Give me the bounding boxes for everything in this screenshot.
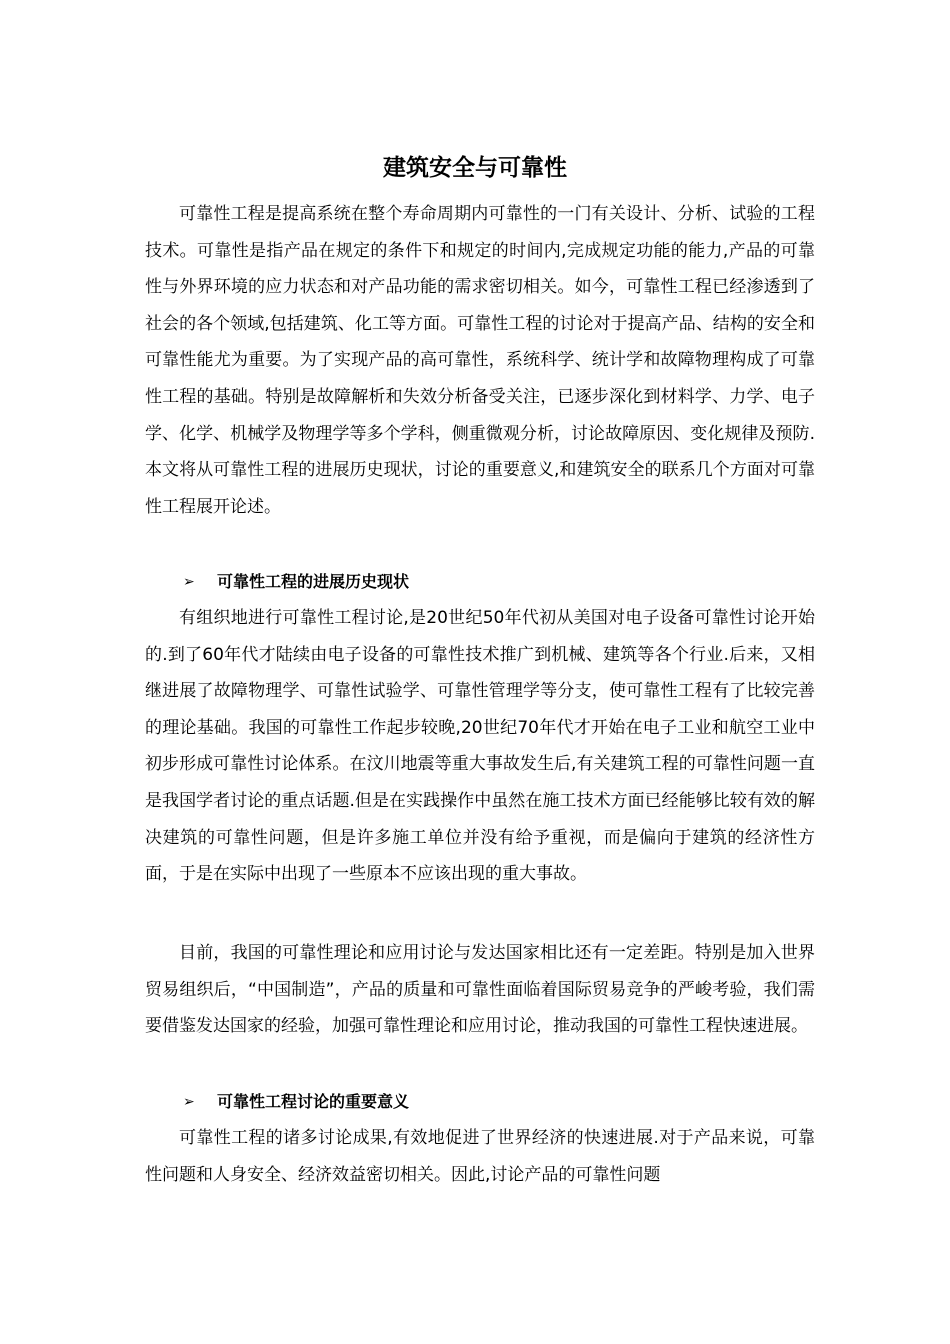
- paragraph-intro: 可靠性工程是提高系统在整个寿命周期内可靠性的一门有关设计、分析、试验的工程技术。可靠性是指产品在规定的条件下和规定的时间内,完成规定功能的能力,产品的可靠性与外界环境的应力状态和对产品功能的需求密切相关。如今，可靠性工程已经渗透到了社会的各个领域,包括建筑、化工等方面。可靠性工程的讨论对于提高产品、结构的安全和可靠性能尤为重要。为了实现产品的高可靠性，系统科学、统计学和故障物理构成了可靠性工程的基础。特别是故障解析和失效分析备受关注，已逐步深化到材料学、力学、电子学、化学、机械学及物理学等多个学科，侧重微观分析，讨论故障原因、变化规律及预防.本文将从可靠性工程的进展历史现状，讨论的重要意义,和建筑安全的联系几个方面对可靠性工程展开论述。: [145, 204, 815, 517]
- arrow-bullet-icon: ➢: [183, 574, 195, 590]
- paragraph-significance: 可靠性工程的诸多讨论成果,有效地促进了世界经济的快速进展.对于产品来说，可靠性问题和人身安全、经济效益密切相关。因此,讨论产品的可靠性问题: [145, 1128, 815, 1185]
- arrow-bullet-icon: ➢: [183, 1094, 195, 1110]
- section-heading-significance: [183, 1084, 813, 1120]
- section-heading-label: 可靠性工程讨论的重要意义: [217, 1092, 410, 1111]
- section-heading-label: 可靠性工程的进展历史现状: [217, 572, 410, 591]
- paragraph-history: 有组织地进行可靠性工程讨论,是20世纪50年代初从美国对电子设备可靠性讨论开始的.到了60年代才陆续由电子设备的可靠性技术推广到机械、建筑等各个行业.后来，又相继进展了故障物理学、可靠性试验学、可靠性管理学等分支，使可靠性工程有了比较完善的理论基础。我国的可靠性工作起步较晚,20世纪70年代才开始在电子工业和航空工业中初步形成可靠性讨论体系。在汶川地震等重大事故发生后,有关建筑工程的可靠性问题一直是我国学者讨论的重点话题.但是在实践操作中虽然在施工技术方面已经能够比较有效的解决建筑的可靠性问题，但是许多施工单位并没有给予重视，而是偏向于建筑的经济性方面，于是在实际中出现了一些原本不应该出现的重大事故。: [145, 608, 815, 885]
- paragraph-gap: 目前，我国的可靠性理论和应用讨论与发达国家相比还有一定差距。特别是加入世界贸易组织后，“中国制造”，产品的质量和可靠性面临着国际贸易竞争的严峻考验，我们需要借鉴发达国家的经验，加强可靠性理论和应用讨论，推动我国的可靠性工程快速进展。: [145, 943, 815, 1037]
- section-heading-history: [183, 564, 813, 600]
- document-title: 建筑安全与可靠性: [383, 155, 567, 181]
